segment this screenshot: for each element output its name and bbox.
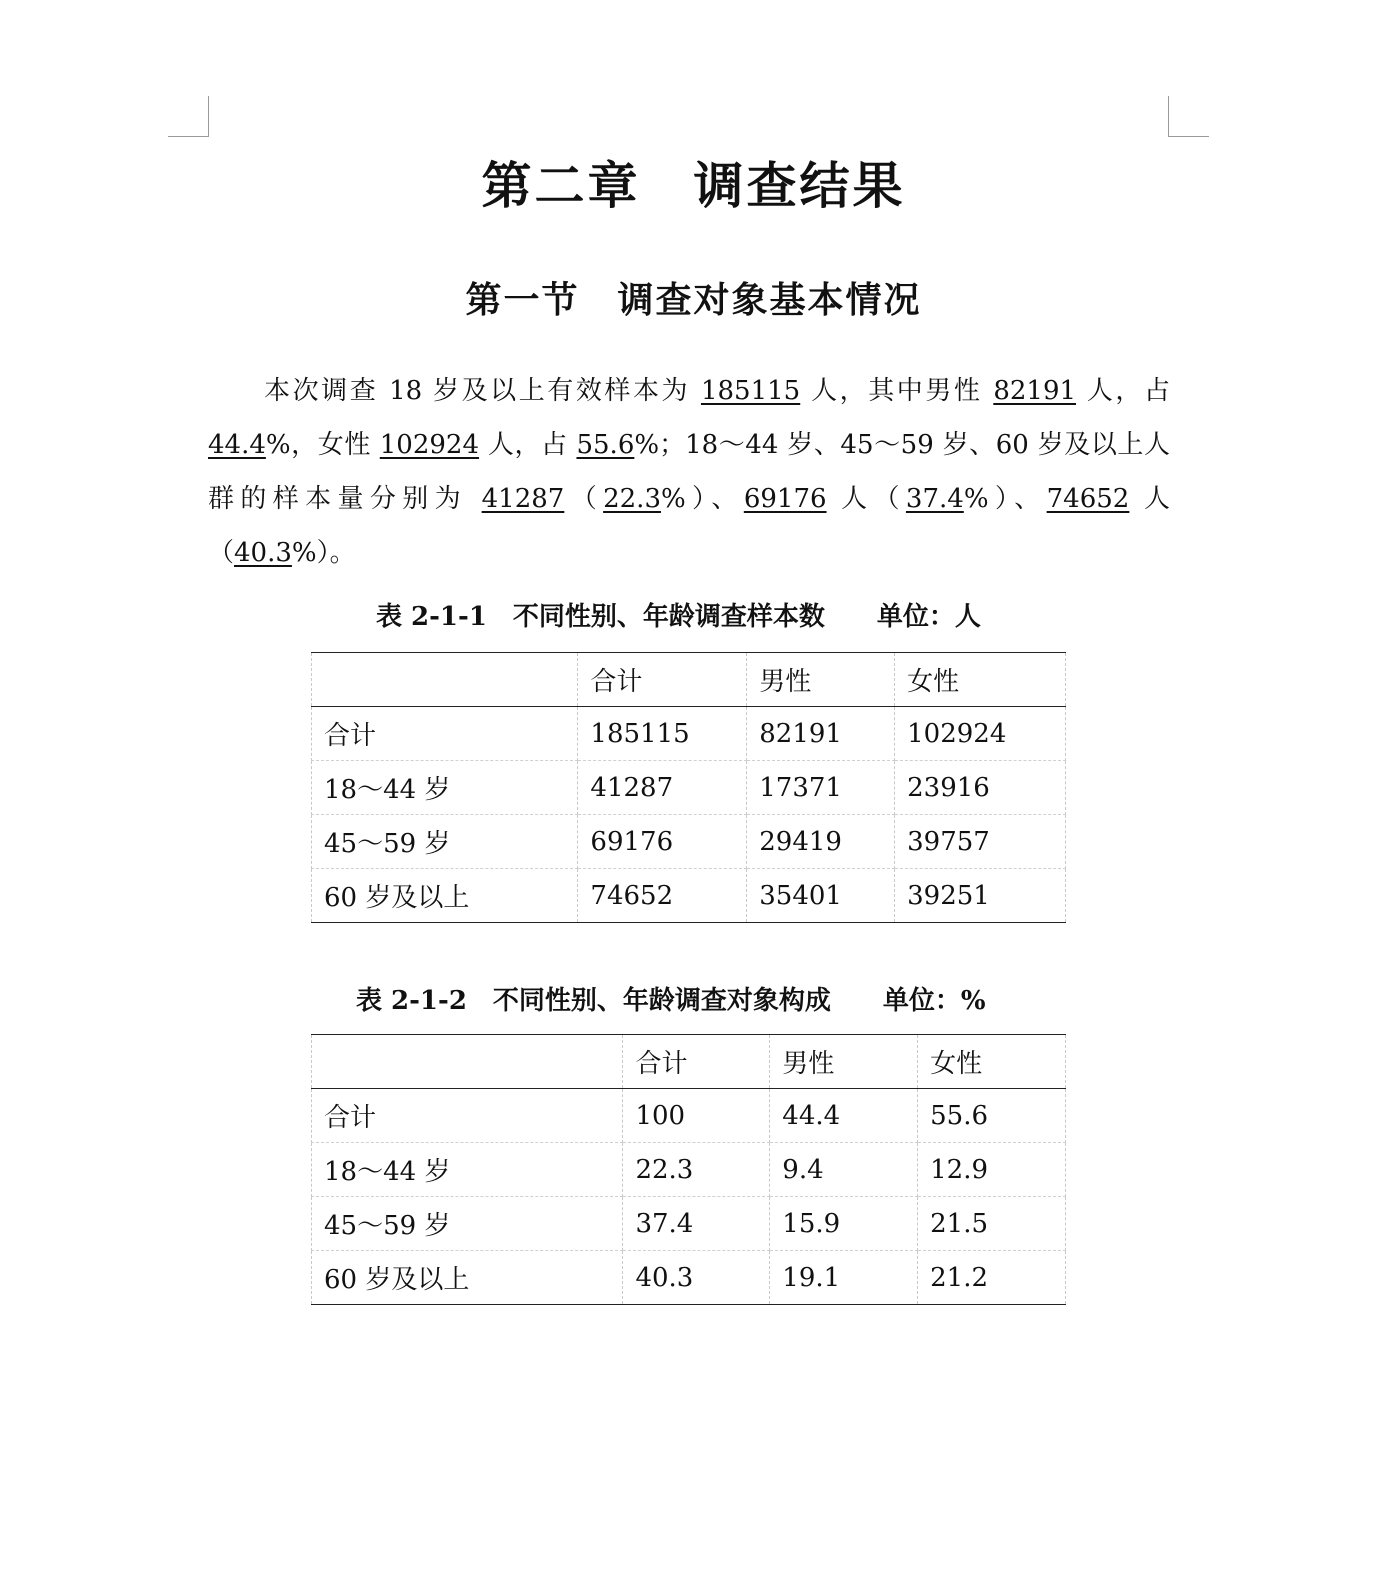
header-cell: 合计: [578, 653, 747, 707]
table-cell: 9.4: [770, 1143, 918, 1197]
composition-table: [311, 1034, 1066, 1305]
header-cell: [312, 653, 578, 707]
table-row: [312, 1251, 1066, 1305]
para-text: 人（: [826, 484, 906, 514]
header-cell: 男性: [747, 653, 895, 707]
table1-caption: 表 2-1-1 不同性别、年龄调查样本数 单位：人: [376, 602, 981, 632]
table-cell: 21.2: [918, 1251, 1066, 1305]
table-row: [312, 1143, 1066, 1197]
value-female-sample: 102924: [379, 430, 480, 460]
table-row: [312, 1197, 1066, 1251]
table-cell: 21.5: [918, 1197, 1066, 1251]
para-text: %）、: [660, 484, 744, 514]
value-total-sample: 185115: [700, 376, 801, 406]
para-text: 本次调查 18 岁及以上有效样本为: [264, 376, 701, 406]
table-row: [312, 1089, 1066, 1143]
value-age-45-59-sample: 69176: [743, 484, 827, 514]
sample-count-table: [311, 652, 1066, 923]
table-cell: 39251: [895, 869, 1066, 923]
table-cell: 17371: [747, 761, 895, 815]
row-label: 60 岁及以上: [312, 869, 578, 923]
table-cell: 15.9: [770, 1197, 918, 1251]
header-cell: 女性: [918, 1035, 1066, 1089]
table-cell: 55.6: [918, 1089, 1066, 1143]
header-cell: [312, 1035, 623, 1089]
table-row: [312, 869, 1066, 923]
value-age-18-44-percent: 22.3: [603, 484, 661, 514]
chapter-title: 第二章 调查结果: [481, 156, 906, 215]
para-text: 人（: [208, 484, 1170, 568]
table-cell: 82191: [747, 707, 895, 761]
table-cell: 185115: [578, 707, 747, 761]
table-cell: 41287: [578, 761, 747, 815]
row-label: 18～44 岁: [312, 761, 578, 815]
table-cell: 19.1: [770, 1251, 918, 1305]
table-cell: 44.4: [770, 1089, 918, 1143]
table-cell: 74652: [578, 869, 747, 923]
crop-mark-top-right: [1168, 96, 1209, 137]
para-text: 人，占: [479, 430, 577, 460]
table-row: [312, 707, 1066, 761]
header-cell: 男性: [770, 1035, 918, 1089]
section-title: 第一节 调查对象基本情况: [465, 279, 922, 321]
header-cell: 合计: [623, 1035, 770, 1089]
table-cell: 100: [623, 1089, 770, 1143]
table-row: [312, 761, 1066, 815]
row-label: 18～44 岁: [312, 1143, 623, 1197]
row-label: 合计: [312, 1089, 623, 1143]
table-cell: 12.9: [918, 1143, 1066, 1197]
para-text: 人，其中男性: [800, 376, 994, 406]
table-cell: 69176: [578, 815, 747, 869]
table-cell: 40.3: [623, 1251, 770, 1305]
table-cell: 37.4: [623, 1197, 770, 1251]
value-age-60-percent: 40.3: [234, 538, 292, 568]
crop-mark-top-left: [168, 96, 209, 137]
table-cell: 102924: [895, 707, 1066, 761]
header-cell: 女性: [895, 653, 1066, 707]
table2-caption: 表 2-1-2 不同性别、年龄调查对象构成 单位：%: [356, 986, 986, 1016]
summary-paragraph: [208, 364, 1170, 580]
table-cell: 23916: [895, 761, 1066, 815]
table-cell: 22.3: [623, 1143, 770, 1197]
value-age-60-sample: 74652: [1046, 484, 1130, 514]
para-text: （: [564, 484, 604, 514]
para-text: 人，占: [1076, 376, 1170, 406]
table-cell: 35401: [747, 869, 895, 923]
para-text: %）、: [963, 484, 1047, 514]
value-age-18-44-sample: 41287: [481, 484, 565, 514]
row-label: 45～59 岁: [312, 1197, 623, 1251]
table-cell: 29419: [747, 815, 895, 869]
value-male-percent: 44.4: [208, 430, 266, 460]
table-header-row: [312, 1035, 1066, 1089]
value-female-percent: 55.6: [576, 430, 635, 460]
row-label: 合计: [312, 707, 578, 761]
row-label: 60 岁及以上: [312, 1251, 623, 1305]
row-label: 45～59 岁: [312, 815, 578, 869]
table-row: [312, 815, 1066, 869]
value-male-sample: 82191: [993, 376, 1077, 406]
para-text: %，女性: [265, 430, 380, 460]
table-header-row: [312, 653, 1066, 707]
value-age-45-59-percent: 37.4: [905, 484, 964, 514]
para-text: %；18～44 岁、45～59 岁、60 岁及以上人群的样本量分别为: [208, 430, 1170, 514]
table-cell: 39757: [895, 815, 1066, 869]
para-text: %）。: [291, 538, 356, 568]
